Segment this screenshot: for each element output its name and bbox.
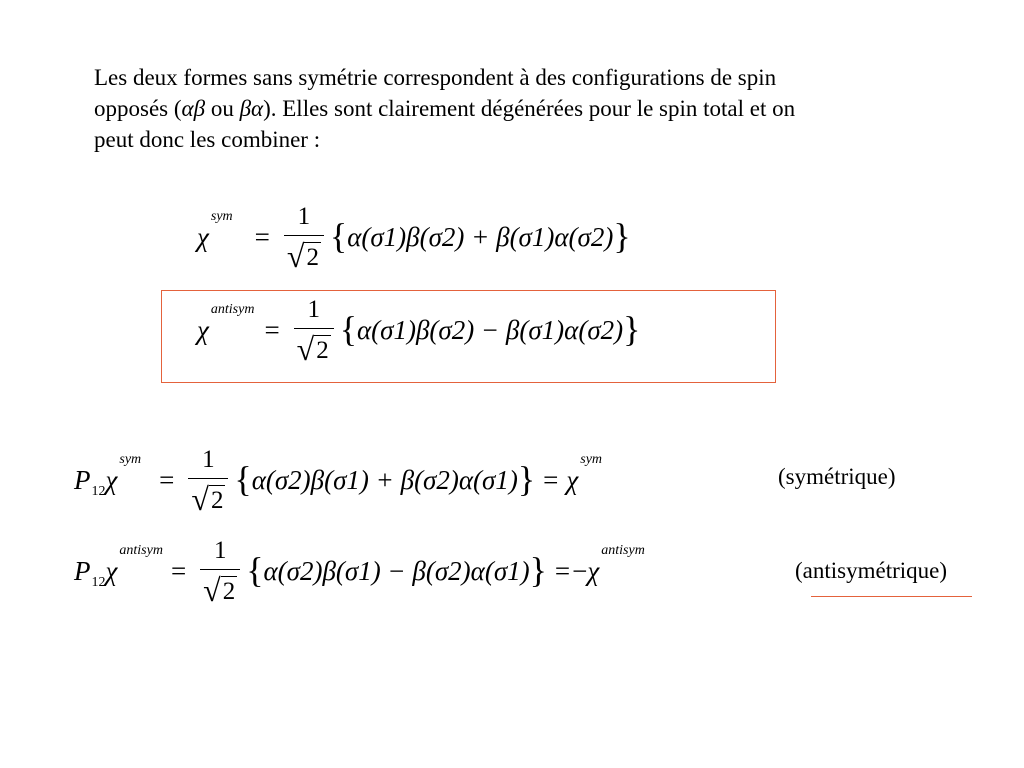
chi-symbol: χ <box>105 555 118 586</box>
right-brace: } <box>623 309 641 349</box>
chi-antisym-equation <box>197 296 641 367</box>
permutation-operator: P <box>74 555 91 586</box>
subscript-12: 12 <box>91 575 106 590</box>
chi-symbol: χ <box>197 314 209 345</box>
minus-sign-result: − <box>572 555 588 586</box>
p-sym-body: α(σ2)β(σ1) + β(σ2)α(σ1) <box>251 464 518 495</box>
antisymetrique-label: (antisymétrique) <box>795 558 948 583</box>
sym-superscript: sym <box>210 209 233 224</box>
alpha-beta-symbol: αβ <box>181 96 206 121</box>
fraction-numerator: 1 <box>202 446 215 473</box>
equals-sign-result: = <box>543 464 559 495</box>
intro-line-3: peut donc les combiner : <box>94 127 321 152</box>
sqrt-icon: √ <box>203 572 221 608</box>
one-over-root-two <box>200 537 240 608</box>
one-over-root-two <box>294 296 334 367</box>
chi-sym-equation <box>197 203 631 274</box>
chi-symbol-result: χ <box>566 464 579 495</box>
sqrt-icon: √ <box>286 238 305 274</box>
intro-line-2-end: ). Elles sont clairement dégénérées pour le spin total et on <box>263 96 796 121</box>
chi-antisym-body: α(σ1)β(σ2) − β(σ1)α(σ2) <box>356 314 624 345</box>
fraction-numerator: 1 <box>307 296 320 323</box>
left-brace: { <box>339 309 357 349</box>
antisymetrique-underline <box>811 596 972 597</box>
left-brace: { <box>234 459 252 499</box>
intro-line-2-start: opposés ( <box>94 96 182 121</box>
p-antisym-body: α(σ2)β(σ1) − β(σ2)α(σ1) <box>263 555 530 586</box>
sym-superscript-result: sym <box>580 452 603 467</box>
chi-symbol-result: χ <box>587 555 600 586</box>
equals-sign: = <box>264 314 280 345</box>
left-brace: { <box>329 216 348 256</box>
chi-symbol: χ <box>105 464 118 495</box>
subscript-12: 12 <box>91 484 106 499</box>
one-over-root-two <box>284 203 324 274</box>
right-brace: } <box>529 550 547 590</box>
intro-ou: ou <box>205 96 240 121</box>
radicand: 2 <box>316 337 329 364</box>
beta-alpha-symbol: βα <box>239 96 264 121</box>
antisym-superscript: antisym <box>119 543 163 558</box>
fraction-denominator <box>203 570 237 608</box>
left-brace: { <box>246 550 264 590</box>
equals-sign-result: = <box>554 555 571 586</box>
chi-symbol: χ <box>197 221 209 252</box>
chi-sym-body: α(σ1)β(σ2) + β(σ1)α(σ2) <box>347 221 614 252</box>
radicand: 2 <box>222 578 236 605</box>
equals-sign: = <box>159 464 175 495</box>
fraction-denominator <box>296 329 331 367</box>
equals-sign: = <box>170 555 187 586</box>
equals-sign: = <box>254 221 270 252</box>
sqrt-icon: √ <box>296 331 315 367</box>
radicand: 2 <box>210 487 224 514</box>
intro-line-2 <box>94 93 984 124</box>
right-brace: } <box>517 459 536 499</box>
permutation-operator: P <box>74 464 91 495</box>
intro-line-1: Les deux formes sans symétrie correspondent à des configurations de spin <box>94 65 777 90</box>
radicand: 2 <box>306 244 319 271</box>
one-over-root-two <box>188 446 228 517</box>
fraction-numerator: 1 <box>297 203 311 230</box>
antisym-superscript-result: antisym <box>601 543 645 558</box>
fraction-numerator: 1 <box>213 537 227 564</box>
p12-sym-equation <box>74 446 603 517</box>
antisym-superscript: antisym <box>210 302 255 317</box>
sym-superscript: sym <box>119 452 142 467</box>
intro-paragraph <box>94 62 984 155</box>
fraction-denominator <box>286 236 321 274</box>
right-brace: } <box>613 216 631 256</box>
p12-antisym-equation <box>74 537 645 608</box>
fraction-denominator <box>191 479 225 517</box>
sqrt-icon: √ <box>191 481 209 517</box>
symetrique-label: (symétrique) <box>778 464 896 489</box>
